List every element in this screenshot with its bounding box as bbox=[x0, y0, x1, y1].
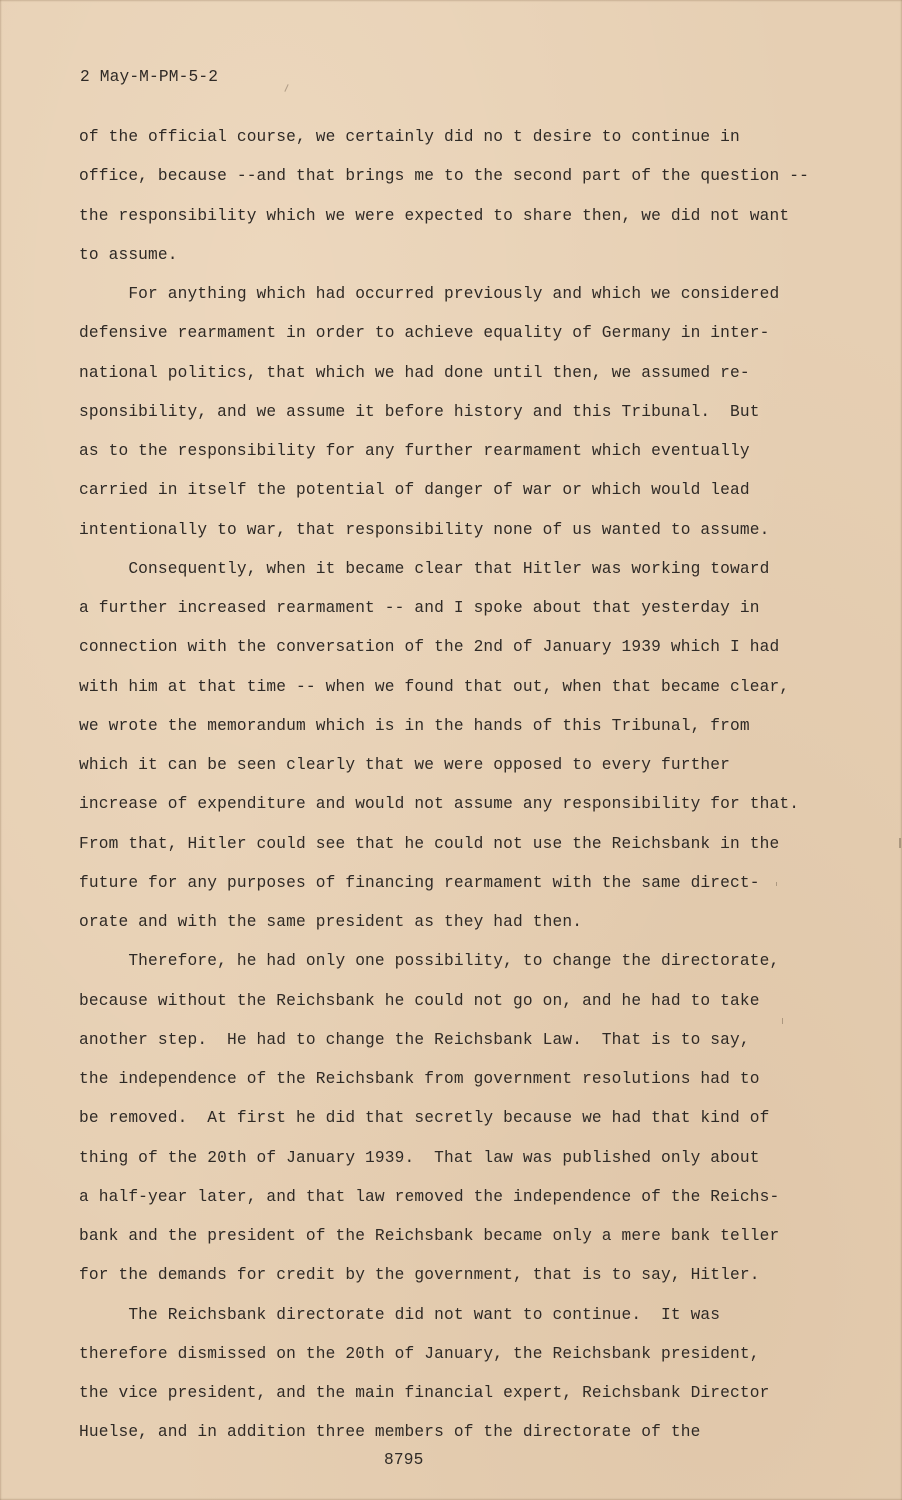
text-line: a half-year later, and that law removed the independence of the Reichs- bbox=[79, 1187, 780, 1206]
text-line: with him at that time -- when we found that out, when that became clear, bbox=[79, 677, 790, 696]
page-number: 8795 bbox=[384, 1451, 424, 1469]
scan-mark bbox=[899, 838, 901, 848]
text-line: to assume. bbox=[79, 245, 178, 264]
text-line: intentionally to war, that responsibility none of us wanted to assume. bbox=[79, 520, 770, 539]
text-line: of the official course, we certainly did no t desire to continue in bbox=[79, 128, 740, 146]
text-line: be removed. At first he did that secretly because we had that kind of bbox=[79, 1109, 770, 1128]
text-line: therefore dismissed on the 20th of January, the Reichsbank president, bbox=[79, 1344, 760, 1363]
paragraph-start-line: Consequently, when it became clear that Hitler was working toward bbox=[79, 559, 770, 578]
text-line: the vice president, and the main financial expert, Reichsbank Director bbox=[79, 1384, 770, 1402]
text-line: bank and the president of the Reichsbank became only a mere bank teller bbox=[79, 1227, 780, 1245]
text-line: a further increased rearmament -- and I spoke about that yesterday in bbox=[79, 599, 760, 617]
scan-mark bbox=[776, 882, 777, 886]
text-line: we wrote the memorandum which is in the hands of this Tribunal, from bbox=[79, 716, 750, 735]
text-line: as to the responsibility for any further rearmament which eventually bbox=[79, 442, 750, 460]
text-line: office, because --and that brings me to the second part of the question -- bbox=[79, 167, 809, 186]
text-line: defensive rearmament in order to achieve equality of Germany in inter- bbox=[79, 324, 770, 343]
text-line: orate and with the same president as they had then. bbox=[79, 913, 583, 931]
scan-mark bbox=[782, 1018, 783, 1024]
text-line: national politics, that which we had done until then, we assumed re- bbox=[79, 363, 750, 382]
text-line: future for any purposes of financing rearmament with the same direct- bbox=[79, 873, 760, 892]
text-line: because without the Reichsbank he could not go on, and he had to take bbox=[79, 991, 760, 1010]
text-line: the independence of the Reichsbank from government resolutions had to bbox=[79, 1070, 760, 1088]
text-line: which it can be seen clearly that we were opposed to every further bbox=[79, 756, 731, 774]
text-line: carried in itself the potential of danger of war or which would lead bbox=[79, 481, 750, 500]
text-line: Huelse, and in addition three members of the directorate of the bbox=[79, 1423, 701, 1442]
paragraph-start-line: For anything which had occurred previously and which we considered bbox=[79, 285, 780, 303]
text-line: for the demands for credit by the government, that is to say, Hitler. bbox=[79, 1266, 760, 1285]
text-line: the responsibility which we were expected to share then, we did not want bbox=[79, 206, 790, 225]
text-line: From that, Hitler could see that he could not use the Reichsbank in the bbox=[79, 834, 780, 853]
paragraph-start-line: The Reichsbank directorate did not want to continue. It was bbox=[79, 1305, 721, 1324]
scan-mark bbox=[284, 84, 288, 92]
text-line: connection with the conversation of the 2nd of January 1939 which I had bbox=[79, 638, 780, 657]
paragraph-start-line: Therefore, he had only one possibility, to change the directorate, bbox=[79, 952, 780, 971]
text-line: another step. He had to change the Reichsbank Law. That is to say, bbox=[79, 1030, 750, 1049]
text-line: thing of the 20th of January 1939. That law was published only about bbox=[79, 1148, 760, 1167]
text-line: sponsibility, and we assume it before history and this Tribunal. But bbox=[79, 402, 760, 421]
document-body bbox=[79, 118, 819, 1453]
text-line: increase of expenditure and would not assume any responsibility for that. bbox=[79, 795, 800, 814]
page-reference-header: 2 May-M-PM-5-2 bbox=[80, 68, 219, 86]
